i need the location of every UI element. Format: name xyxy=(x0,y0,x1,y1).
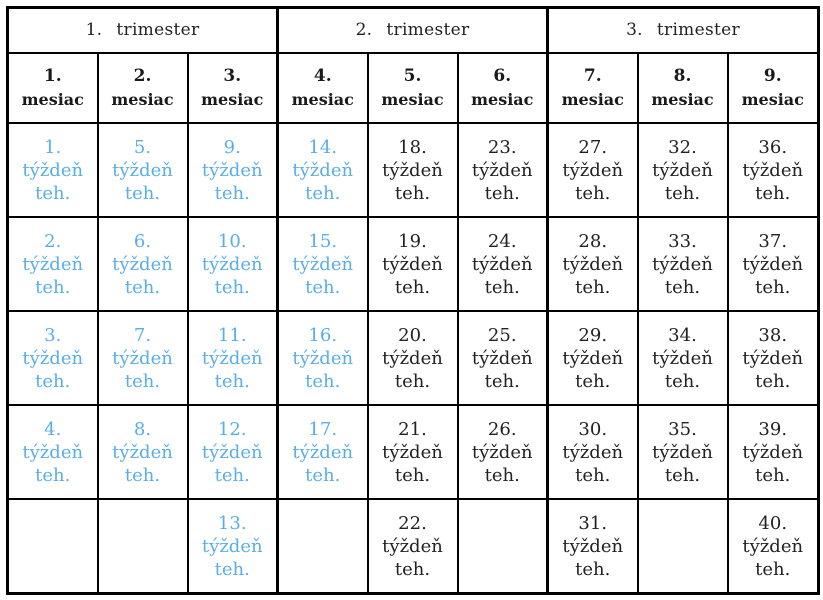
week-suffix: teh. xyxy=(575,558,611,580)
week-word: týždeň xyxy=(382,253,443,275)
week-suffix: teh. xyxy=(755,558,791,580)
week-cell xyxy=(368,311,458,405)
week-number: 3. xyxy=(44,324,62,346)
week-cell xyxy=(728,405,819,499)
week-cell xyxy=(548,123,638,217)
week-word: týždeň xyxy=(742,159,804,181)
week-suffix: teh. xyxy=(305,276,341,298)
month-number: 5. xyxy=(403,66,422,86)
week-cell xyxy=(368,405,458,499)
week-word: týždeň xyxy=(201,347,263,369)
week-number: 28. xyxy=(578,230,608,252)
week-word: týždeň xyxy=(22,253,84,275)
month-number: 1. xyxy=(43,66,62,86)
month-3-header xyxy=(188,53,278,123)
week-word: týždeň xyxy=(652,159,713,181)
week-word: týždeň xyxy=(471,253,533,275)
week-cell xyxy=(188,311,278,405)
week-number: 5. xyxy=(133,136,152,158)
month-number: 4. xyxy=(313,66,332,86)
week-cell xyxy=(458,123,548,217)
empty-cell xyxy=(638,499,728,594)
month-label: mesiac xyxy=(381,90,444,109)
week-cell xyxy=(638,123,728,217)
empty-cell xyxy=(8,499,98,594)
week-number: 37. xyxy=(758,230,788,252)
week-suffix: teh. xyxy=(484,276,520,298)
week-number: 27. xyxy=(578,136,608,158)
month-label: mesiac xyxy=(201,90,264,109)
week-cell xyxy=(8,123,98,217)
week-word: týždeň xyxy=(112,441,173,463)
week-row xyxy=(8,405,819,499)
week-word: týždeň xyxy=(652,441,713,463)
week-cell xyxy=(458,405,548,499)
week-cell xyxy=(8,217,98,311)
trimester-1-header: 1. trimester xyxy=(8,8,278,54)
week-suffix: teh. xyxy=(305,370,341,392)
week-row xyxy=(8,499,819,594)
month-4-header xyxy=(278,53,368,123)
week-suffix: teh. xyxy=(35,182,71,204)
week-cell xyxy=(98,123,188,217)
month-8-header xyxy=(638,53,728,123)
month-number: 9. xyxy=(763,66,782,86)
month-2-header xyxy=(98,53,188,123)
month-number: 3. xyxy=(223,66,242,86)
week-cell xyxy=(368,499,458,594)
week-number: 26. xyxy=(487,418,517,440)
week-suffix: teh. xyxy=(575,182,611,204)
week-suffix: teh. xyxy=(124,276,161,298)
week-suffix: teh. xyxy=(35,370,71,392)
week-suffix: teh. xyxy=(124,370,161,392)
week-suffix: teh. xyxy=(755,276,791,298)
week-word: týždeň xyxy=(471,441,533,463)
month-label: mesiac xyxy=(111,90,174,109)
week-cell xyxy=(638,311,728,405)
week-number: 13. xyxy=(217,512,247,534)
week-cell xyxy=(728,311,819,405)
month-label: mesiac xyxy=(291,90,354,109)
week-suffix: teh. xyxy=(214,370,250,392)
week-word: týždeň xyxy=(201,253,263,275)
week-number: 18. xyxy=(398,136,427,158)
week-cell xyxy=(98,311,188,405)
week-suffix: teh. xyxy=(664,464,701,486)
week-number: 31. xyxy=(578,512,608,534)
week-suffix: teh. xyxy=(214,558,250,580)
week-cell xyxy=(188,405,278,499)
week-cell xyxy=(548,405,638,499)
week-cell xyxy=(188,123,278,217)
empty-cell xyxy=(98,499,188,594)
weeks-body xyxy=(8,123,819,594)
week-suffix: teh. xyxy=(755,464,791,486)
month-label: mesiac xyxy=(561,90,624,109)
week-number: 11. xyxy=(217,324,247,346)
week-suffix: teh. xyxy=(755,182,791,204)
month-number: 8. xyxy=(673,66,692,86)
week-cell xyxy=(368,217,458,311)
month-label: mesiac xyxy=(651,90,714,109)
week-suffix: teh. xyxy=(305,464,341,486)
week-word: týždeň xyxy=(292,253,354,275)
week-cell xyxy=(638,405,728,499)
week-word: týždeň xyxy=(562,253,624,275)
week-cell xyxy=(548,217,638,311)
week-cell xyxy=(728,123,819,217)
week-number: 15. xyxy=(308,230,338,252)
week-word: týždeň xyxy=(201,441,263,463)
week-suffix: teh. xyxy=(214,464,250,486)
week-suffix: teh. xyxy=(124,464,161,486)
trimester-2-header: 2. trimester xyxy=(278,8,548,54)
week-number: 39. xyxy=(758,418,788,440)
week-number: 4. xyxy=(44,418,62,440)
pregnancy-weeks-table xyxy=(6,6,820,595)
week-suffix: teh. xyxy=(394,558,431,580)
week-cell xyxy=(638,217,728,311)
trimester-header-row xyxy=(8,8,819,54)
week-number: 21. xyxy=(398,418,427,440)
week-number: 7. xyxy=(133,324,152,346)
week-word: týždeň xyxy=(22,159,84,181)
week-suffix: teh. xyxy=(394,464,431,486)
week-word: týždeň xyxy=(742,347,804,369)
week-suffix: teh. xyxy=(664,276,701,298)
week-word: týždeň xyxy=(382,159,443,181)
week-number: 14. xyxy=(308,136,338,158)
week-number: 6. xyxy=(133,230,152,252)
week-word: týždeň xyxy=(112,159,173,181)
week-number: 1. xyxy=(44,136,62,158)
month-number: 2. xyxy=(133,66,152,86)
week-cell xyxy=(8,311,98,405)
week-cell xyxy=(458,217,548,311)
empty-cell xyxy=(278,499,368,594)
week-number: 10. xyxy=(217,230,247,252)
month-header-row xyxy=(8,53,819,123)
week-cell xyxy=(728,217,819,311)
month-number: 7. xyxy=(583,66,602,86)
week-number: 32. xyxy=(668,136,697,158)
week-word: týždeň xyxy=(382,347,443,369)
week-number: 30. xyxy=(578,418,608,440)
month-6-header xyxy=(458,53,548,123)
week-number: 20. xyxy=(398,324,427,346)
week-number: 24. xyxy=(487,230,517,252)
week-cell xyxy=(278,405,368,499)
week-word: týždeň xyxy=(652,253,713,275)
week-word: týždeň xyxy=(742,253,804,275)
month-1-header xyxy=(8,53,98,123)
month-number: 6. xyxy=(493,66,512,86)
week-number: 16. xyxy=(308,324,338,346)
week-cell xyxy=(728,499,819,594)
week-word: týždeň xyxy=(742,535,804,557)
week-number: 36. xyxy=(758,136,788,158)
week-number: 35. xyxy=(668,418,697,440)
week-suffix: teh. xyxy=(664,370,701,392)
week-word: týždeň xyxy=(562,347,624,369)
week-number: 25. xyxy=(487,324,517,346)
week-word: týždeň xyxy=(382,441,443,463)
week-number: 23. xyxy=(487,136,517,158)
week-cell xyxy=(188,217,278,311)
week-word: týždeň xyxy=(742,441,804,463)
week-row xyxy=(8,123,819,217)
week-word: týždeň xyxy=(22,441,84,463)
week-cell xyxy=(278,217,368,311)
week-row xyxy=(8,311,819,405)
week-suffix: teh. xyxy=(35,464,71,486)
week-word: týždeň xyxy=(292,441,354,463)
week-number: 40. xyxy=(758,512,788,534)
month-label: mesiac xyxy=(741,90,804,109)
week-word: týždeň xyxy=(652,347,713,369)
week-suffix: teh. xyxy=(214,276,250,298)
week-suffix: teh. xyxy=(214,182,250,204)
week-number: 33. xyxy=(668,230,697,252)
week-cell xyxy=(548,499,638,594)
empty-cell xyxy=(458,499,548,594)
week-word: týždeň xyxy=(562,159,624,181)
week-word: týždeň xyxy=(292,159,354,181)
week-suffix: teh. xyxy=(484,464,520,486)
week-suffix: teh. xyxy=(484,370,520,392)
month-9-header xyxy=(728,53,819,123)
month-label: mesiac xyxy=(21,90,84,109)
week-cell xyxy=(548,311,638,405)
week-word: týždeň xyxy=(471,347,533,369)
month-label: mesiac xyxy=(471,90,534,109)
week-cell xyxy=(8,405,98,499)
week-suffix: teh. xyxy=(755,370,791,392)
week-suffix: teh. xyxy=(575,464,611,486)
week-word: týždeň xyxy=(292,347,354,369)
week-number: 8. xyxy=(133,418,152,440)
week-suffix: teh. xyxy=(124,182,161,204)
week-cell xyxy=(278,123,368,217)
week-word: týždeň xyxy=(562,535,624,557)
week-number: 12. xyxy=(217,418,247,440)
week-cell xyxy=(458,311,548,405)
week-word: týždeň xyxy=(22,347,84,369)
week-word: týždeň xyxy=(562,441,624,463)
trimester-3-header: 3. trimester xyxy=(548,8,819,54)
month-7-header xyxy=(548,53,638,123)
week-suffix: teh. xyxy=(35,276,71,298)
week-suffix: teh. xyxy=(664,182,701,204)
month-5-header xyxy=(368,53,458,123)
week-suffix: teh. xyxy=(394,276,431,298)
week-suffix: teh. xyxy=(394,370,431,392)
week-number: 9. xyxy=(223,136,241,158)
week-cell xyxy=(98,217,188,311)
week-word: týždeň xyxy=(201,159,263,181)
week-word: týždeň xyxy=(112,253,173,275)
week-word: týždeň xyxy=(112,347,173,369)
week-number: 38. xyxy=(758,324,788,346)
week-cell xyxy=(98,405,188,499)
week-word: týždeň xyxy=(201,535,263,557)
week-suffix: teh. xyxy=(394,182,431,204)
week-word: týždeň xyxy=(382,535,443,557)
week-number: 22. xyxy=(398,512,427,534)
week-number: 17. xyxy=(308,418,338,440)
week-number: 34. xyxy=(668,324,697,346)
week-row xyxy=(8,217,819,311)
week-cell xyxy=(278,311,368,405)
week-suffix: teh. xyxy=(305,182,341,204)
week-number: 19. xyxy=(398,230,427,252)
week-number: 29. xyxy=(578,324,608,346)
week-suffix: teh. xyxy=(575,276,611,298)
week-suffix: teh. xyxy=(575,370,611,392)
week-cell xyxy=(368,123,458,217)
week-word: týždeň xyxy=(471,159,533,181)
week-number: 2. xyxy=(44,230,62,252)
week-suffix: teh. xyxy=(484,182,520,204)
week-cell xyxy=(188,499,278,594)
